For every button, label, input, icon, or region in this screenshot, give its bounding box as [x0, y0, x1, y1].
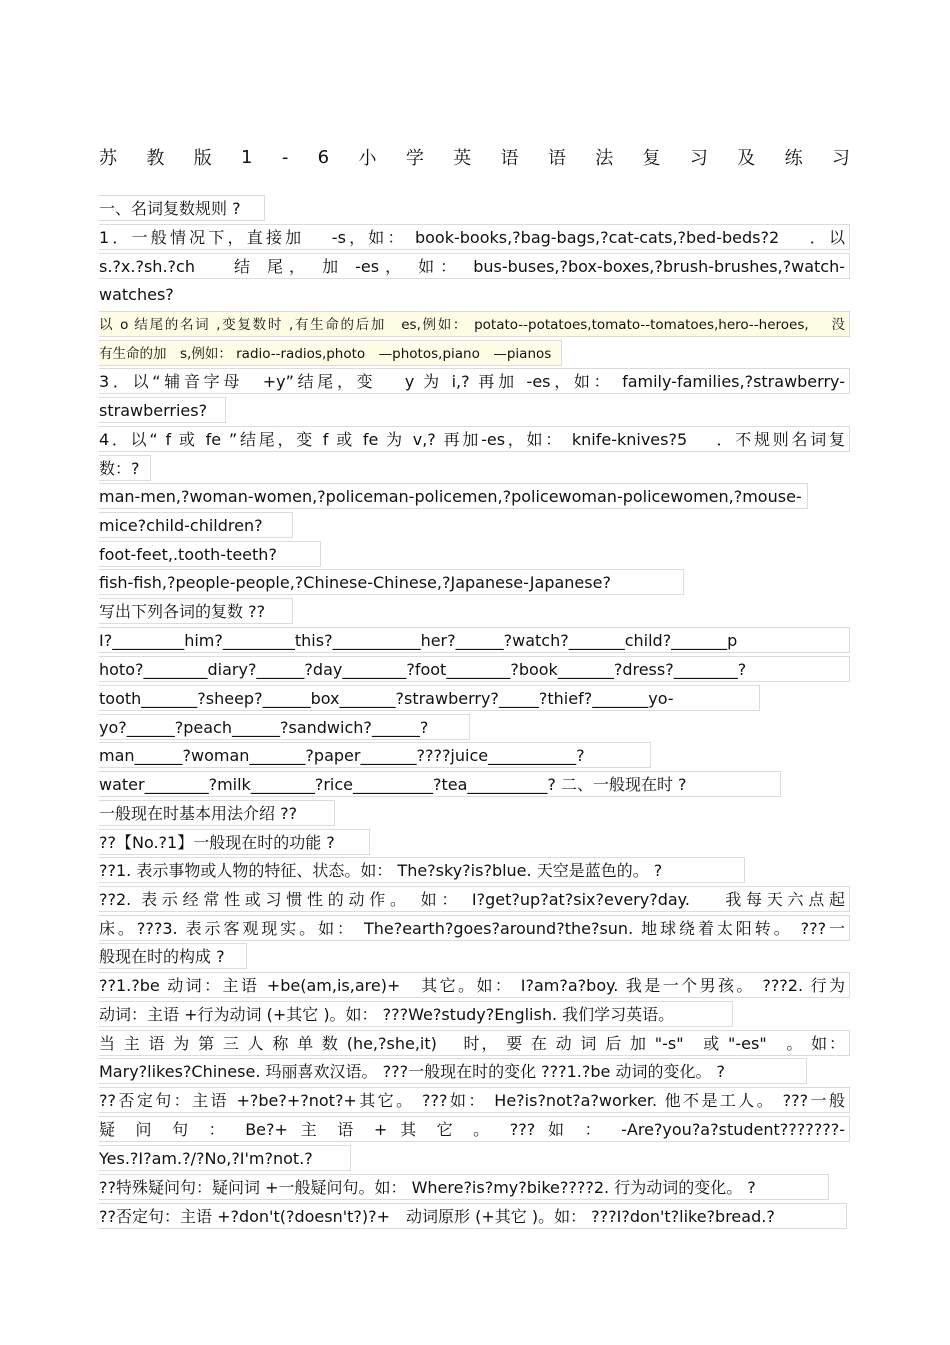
exercise-line: water________?milk________?rice__________?tea__________? 二、一般现在时 ?	[99, 771, 781, 797]
text-line: 当 主 语 为 第 三 人 称 单 数 (he,?she,it) 时， 要 在 动 词 后 加 "-s" 或 "-es" 。 如：	[99, 1030, 850, 1056]
text-line: 4．以“ f 或 fe ”结尾，变 f 或 fe 为 v,? 再加-es，如： knife-knives?5 ．不规则名词复	[99, 426, 850, 452]
title-char: 英	[453, 148, 472, 169]
title-char: 练	[784, 148, 803, 169]
title-char: 6	[317, 146, 330, 168]
text-line: foot-feet,.tooth-teeth?	[99, 541, 321, 567]
title-char: 学	[405, 148, 424, 169]
exercise-heading: 写出下列各词的复数 ??	[99, 598, 293, 624]
text-line: s.?x.?sh.?ch 结 尾， 加 -es， 如： bus-buses,?box-boxes,?brush-brushes,?watch-	[99, 253, 850, 279]
title-char: -	[281, 146, 289, 168]
text-line: Yes.?I?am.?/?No,?I'm?not.?	[99, 1145, 351, 1171]
text-line: 数：?	[99, 455, 151, 481]
text-line: 动词：主语 +行为动词 (+其它 )。如： ???We?study?English. 我们学习英语。	[99, 1001, 733, 1027]
text-line: ??特殊疑问句：疑问词 +一般疑问句。如： Where?is?my?bike????2. 行为动词的变化。 ?	[99, 1174, 829, 1200]
text-line-highlight: 以 o 结尾的名词 ,变复数时 ,有生命的后加 es,例如： potato--potatoes,tomato--tomatoes,hero--heroes, 没	[99, 311, 850, 337]
title-char: 语	[547, 148, 566, 169]
text-line: ??1.?be 动词：主语 +be(am,is,are)+ 其它。如： I?am?a?boy. 我是一个男孩。 ???2. 行为	[99, 972, 850, 998]
title-char: 及	[737, 148, 756, 169]
text-line: 疑 问 句 ： Be?+ 主 语 + 其 它 。 ??? 如 ： -Are?you?a?student???????-	[99, 1116, 850, 1142]
section-heading: 一、名词复数规则 ?	[99, 195, 265, 221]
text-line: ??【No.?1】一般现在时的功能 ?	[99, 829, 370, 855]
title-char: 法	[595, 148, 614, 169]
text-line: strawberries?	[99, 397, 226, 423]
title-char: 小	[358, 148, 377, 169]
title-char: 教	[146, 148, 165, 169]
text-line: watches?	[99, 285, 174, 304]
exercise-line: tooth_______?sheep?______box_______?strawberry?_____?thief?_______yo-	[99, 685, 760, 711]
text-line: Mary?likes?Chinese. 玛丽喜欢汉语。 ???一般现在时的变化 ???1.?be 动词的变化。 ?	[99, 1058, 807, 1084]
exercise-line: hoto?________diary?______?day________?foot________?book_______?dress?________?	[99, 656, 850, 682]
title-char: 复	[642, 148, 661, 169]
text-line: 床。???3. 表示客观现实。如： The?earth?goes?around?the?sun. 地球绕着太阳转。 ???一	[99, 915, 850, 941]
text-line: 般现在时的构成 ?	[99, 943, 247, 969]
text-line: ??否定句：主语 +?don't(?doesn't?)?+ 动词原形 (+其它 )。如： ???I?don't?like?bread.?	[99, 1203, 847, 1229]
text-line: man-men,?woman-women,?policeman-policemen,?policewoman-policewomen,?mouse-	[99, 483, 808, 509]
text-line: 1．一般情况下，直接加 -s，如： book-books,?bag-bags,?cat-cats,?bed-beds?2 ．以	[99, 224, 850, 250]
title-char: 习	[689, 148, 708, 169]
text-line: ??2. 表示经常性或习惯性的动作。 如： I?get?up?at?six?every?day. 我每天六点起	[99, 886, 850, 912]
title-char: 语	[500, 148, 519, 169]
text-line: 3．以“辅音字母 +y”结尾，变 y 为 i,? 再加 -es，如： family-families,?strawberry-	[99, 368, 850, 394]
text-line: ??否定句：主语 +?be?+?not?+其它。 ???如： He?is?not?a?worker. 他不是工人。 ???一般	[99, 1087, 850, 1113]
exercise-line: yo?______?peach______?sandwich?______?	[99, 714, 470, 740]
title-char: 版	[193, 148, 212, 169]
text-line: ??1. 表示事物或人物的特征、状态。如： The?sky?is?blue. 天空是蓝色的。 ?	[99, 857, 745, 883]
text-line: mice?child-children?	[99, 512, 293, 538]
text-line-highlight: 有生命的加 s,例如： radio--radios,photo —photos,piano —pianos	[99, 340, 562, 366]
title-char: 习	[831, 148, 850, 169]
exercise-line: I?_________him?_________this?___________her?______?watch?_______child?_______p	[99, 627, 850, 653]
text-line: fish-fish,?people-people,?Chinese-Chinese,?Japanese-Japanese?	[99, 569, 684, 595]
exercise-line: man______?woman_______?paper_______????juice___________?	[99, 742, 651, 768]
text-line: 一般现在时基本用法介绍 ??	[99, 800, 335, 826]
title-char: 苏	[99, 148, 117, 169]
title-char: 1	[241, 146, 253, 168]
document-title	[99, 143, 850, 171]
